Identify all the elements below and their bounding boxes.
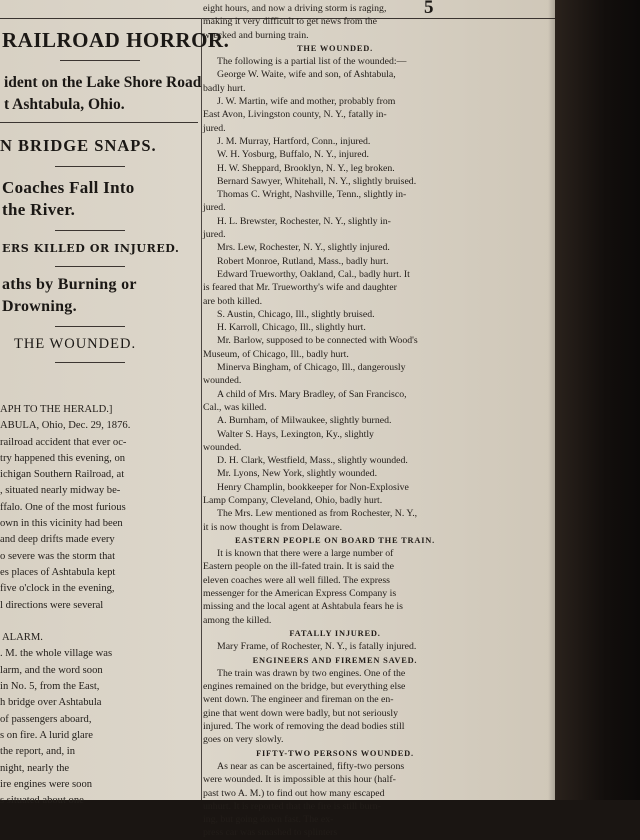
article-line: making it very difficult to get news from the xyxy=(203,16,377,28)
left-body-line: o severe was the storm that xyxy=(0,550,116,562)
article-line: messenger for the American Express Company is xyxy=(203,588,397,600)
separator xyxy=(55,230,125,231)
article-line: eight hours, and now a driving storm is raging, xyxy=(203,3,387,14)
article-line: It is known that there were a large number of xyxy=(217,548,394,560)
article-line: Thomas C. Wright, Nashville, Tenn., slightly in- xyxy=(217,189,407,201)
column-divider xyxy=(201,18,202,800)
article-line: H. L. Brewster, Rochester, N. Y., slightly in- xyxy=(217,215,391,227)
left-body-line: larm, and the word soon xyxy=(0,664,103,676)
article-line: W. H. Yosburg, Buffalo, N. Y., injured. xyxy=(217,149,369,161)
article-line: it is now thought is from Delaware. xyxy=(203,521,343,533)
article-line: are both killed. xyxy=(203,295,263,307)
article-line: As near as can be ascertained, fifty-two persons xyxy=(217,760,405,772)
deck-line: N BRIDGE SNAPS. xyxy=(0,136,157,155)
dark-background xyxy=(555,0,640,800)
article-line: Bernard Sawyer, Whitehall, N. Y., slightly bruised. xyxy=(217,175,417,187)
left-body-line: ABULA, Ohio, Dec. 29, 1876. xyxy=(0,420,131,432)
article-line: went down. The engineer and fireman on the en- xyxy=(203,694,394,706)
article-line: J. M. Murray, Hartford, Conn., injured. xyxy=(217,135,371,147)
left-body-line: and deep drifts made every xyxy=(0,534,115,546)
left-body-line: of passengers aboard, xyxy=(0,713,92,725)
article-line: Mary Frame, of Rochester, N. Y., is fatally injured. xyxy=(217,641,417,653)
left-body-line: l directions were several xyxy=(0,599,104,611)
article-line: Eastern people on the ill-fated train. It is said the xyxy=(203,561,394,573)
separator xyxy=(60,60,140,61)
article-line: Museum, of Chicago, Ill., badly hurt. xyxy=(203,348,349,360)
article-line: Minerva Bingham, of Chicago, Ill., dangerously xyxy=(217,362,406,374)
article-line: The Mrs. Lew mentioned as from Rochester, N. Y., xyxy=(217,508,418,520)
main-headline: RAILROAD HORROR. xyxy=(2,28,230,52)
left-body-text xyxy=(0,402,198,809)
deck-line: aths by Burning or xyxy=(2,276,137,293)
deck-line: t Ashtabula, Ohio. xyxy=(4,96,125,113)
deck-line: Drowning. xyxy=(2,298,77,315)
article-line: Mr. Barlow, supposed to be connected with Wood's xyxy=(217,335,418,347)
left-body-line: own in this vicinity had been xyxy=(0,518,123,530)
article-line: Lamp Company, Cleveland, Ohio, badly hurt. xyxy=(203,494,383,506)
left-body-line: try happened this evening, on xyxy=(0,452,126,464)
article-line: Mrs. Lew, Rochester, N. Y., slightly injured. xyxy=(217,242,390,254)
article-line: Mr. Lyons, New York, slightly wounded. xyxy=(217,468,378,480)
right-column xyxy=(203,2,467,839)
article-line: jured. xyxy=(203,202,226,214)
article-line: Robert Monroe, Rutland, Mass., badly hurt. xyxy=(217,255,389,267)
article-line: badly hurt. xyxy=(203,82,246,94)
article-line: jured. xyxy=(203,122,226,134)
left-body-line: es places of Ashtabula kept xyxy=(0,566,116,578)
article-line: wounded. xyxy=(203,441,242,453)
deck-line: the River. xyxy=(2,200,76,219)
article-line: East Avon, Livingston county, N. Y., fatally in- xyxy=(203,109,387,121)
separator xyxy=(0,122,198,123)
article-line: goes on very slowly. xyxy=(203,734,284,746)
article-line: George W. Waite, wife and son, of Ashtabula, xyxy=(217,69,396,81)
article-line: A child of Mrs. Mary Bradley, of San Francisco, xyxy=(217,388,407,400)
left-body-line: s situated about one xyxy=(0,795,84,807)
deck-line: ERS KILLED OR INJURED. xyxy=(2,242,180,255)
left-body-line: the report, and, in xyxy=(0,746,76,758)
article-line: jured. xyxy=(203,229,226,241)
left-body-line: ichigan Southern Railroad, at xyxy=(0,469,125,481)
article-line: ing, but going down fast. The ex- xyxy=(203,814,334,826)
separator xyxy=(55,266,125,267)
left-body-line: five o'clock in the evening, xyxy=(0,583,115,595)
separator xyxy=(55,362,125,363)
left-body-line: ffalo. One of the most furious xyxy=(0,501,126,513)
article-line: D. H. Clark, Westfield, Mass., slightly wounded. xyxy=(217,455,408,467)
article-line: H. Karroll, Chicago, Ill., slightly hurt. xyxy=(217,322,366,334)
left-body-line: . M. the whole village was xyxy=(0,648,113,660)
left-body-line: s on fire. A lurid glare xyxy=(0,729,93,741)
section-subhead: FIFTY-TWO PERSONS WOUNDED. xyxy=(256,748,414,758)
article-line: J. W. Martin, wife and mother, probably from xyxy=(217,96,396,108)
article-line: wounded. xyxy=(203,375,242,387)
article-line: The following is a partial list of the wounded:— xyxy=(217,56,407,68)
section-subhead: EASTERN PEOPLE ON BOARD THE TRAIN. xyxy=(234,535,435,545)
left-body-line: ire engines were soon xyxy=(0,778,93,790)
article-line: were wounded. It is impossible at this hour (half- xyxy=(203,774,396,786)
separator xyxy=(55,326,125,327)
article-line: Henry Champlin, bookkeeper for Non-Explosive xyxy=(217,481,409,493)
left-body-line: ALARM. xyxy=(2,632,43,644)
article-line: among the killed. xyxy=(203,614,272,626)
left-body-line: night, nearly the xyxy=(0,762,70,774)
deck-line: ident on the Lake Shore Road xyxy=(4,74,202,91)
left-body-line: , situated nearly midway be- xyxy=(0,485,121,497)
article-line: press car was smashed to splinters xyxy=(203,827,338,839)
article-line: H. W. Sheppard, Brooklyn, N. Y., leg broken. xyxy=(217,162,395,174)
section-subhead: FATALLY INJURED. xyxy=(289,628,381,638)
article-line: A. Burnham, of Milwaukee, slightly burned. xyxy=(217,415,392,427)
article-line: engines remained on the bridge, but everything else xyxy=(203,681,406,693)
left-body-line: railroad accident that ever oc- xyxy=(0,436,127,448)
deck-line: THE WOUNDED. xyxy=(14,336,137,352)
article-line: unhurt. It is reported that the fire is still burn- xyxy=(203,800,381,812)
article-line: S. Austin, Chicago, Ill., slightly bruised. xyxy=(217,308,375,320)
section-subhead: ENGINEERS AND FIREMEN SAVED. xyxy=(252,655,418,665)
page-number: 5 xyxy=(424,0,434,18)
article-line: injured. The work of removing the dead bodies still xyxy=(203,721,405,733)
article-line: gine that went down were badly, but not seriously xyxy=(203,707,398,719)
article-line: wrecked and burning train. xyxy=(203,29,309,41)
deck-line: Coaches Fall Into xyxy=(2,178,135,197)
article-line: Walter S. Hays, Lexington, Ky., slightly xyxy=(217,428,374,440)
left-body-line: in No. 5, from the East, xyxy=(0,681,100,693)
separator xyxy=(55,166,125,167)
article-line: missing and the local agent at Ashtabula fears he is xyxy=(203,601,403,613)
article-line: Edward Trueworthy, Oakland, Cal., badly hurt. It xyxy=(217,268,410,280)
article-line: Cal., was killed. xyxy=(203,401,267,413)
left-body-line: h bridge over Ashtabula xyxy=(0,697,102,709)
article-line: past two A. M.) to find out how many escaped xyxy=(203,787,385,799)
section-subhead: THE WOUNDED. xyxy=(297,43,373,53)
left-body-line xyxy=(0,614,198,630)
article-line: The train was drawn by two engines. One of the xyxy=(217,667,406,679)
article-line: eleven coaches were all well filled. The express xyxy=(203,574,390,586)
left-body-line: APH TO THE HERALD.] xyxy=(0,404,113,415)
article-line: is feared that Mr. Trueworthy's wife and daughter xyxy=(203,282,397,294)
